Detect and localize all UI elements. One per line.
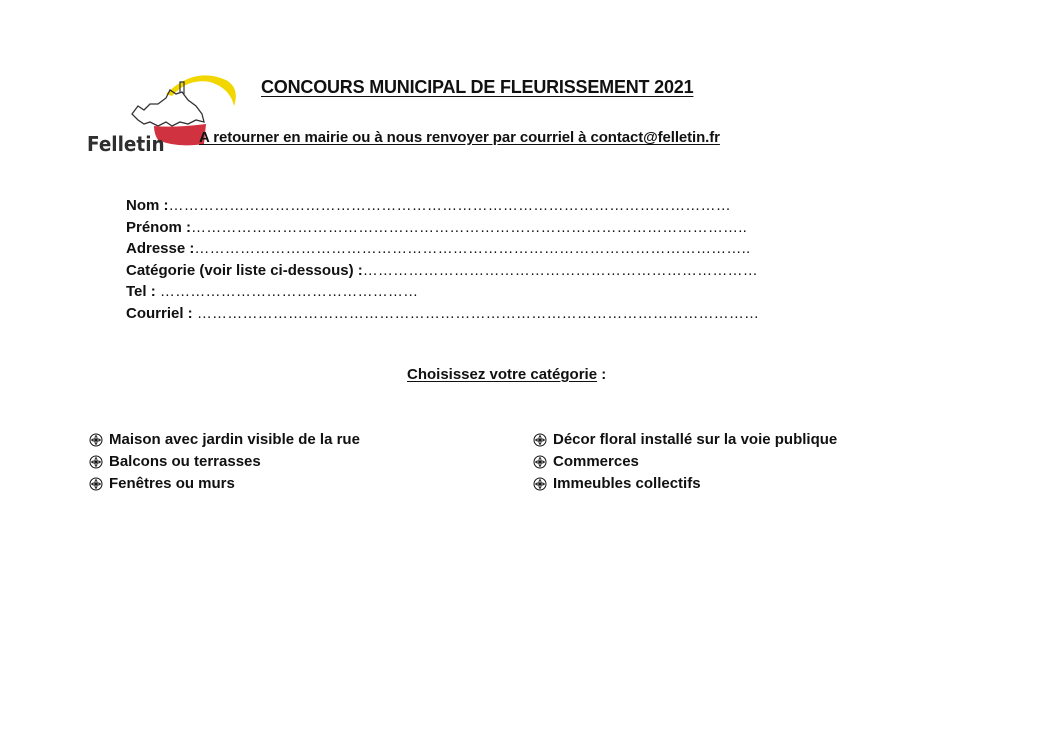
category-label: Immeubles collectifs xyxy=(553,475,701,492)
category-heading-text: Choisissez votre catégorie xyxy=(407,366,598,383)
category-label: Fenêtres ou murs xyxy=(109,475,235,492)
category-heading xyxy=(407,366,606,383)
email-field[interactable] xyxy=(126,303,759,325)
field-label: Courriel : xyxy=(126,304,197,322)
field-label: Adresse : xyxy=(126,240,195,257)
category-label: Commerces xyxy=(553,453,639,470)
category-label: Décor floral installé sur la voie publique xyxy=(553,431,838,448)
flower-bullet-icon xyxy=(89,433,103,447)
flower-bullet-icon xyxy=(533,433,547,447)
category-list-left xyxy=(89,429,360,495)
felletin-logo xyxy=(84,70,244,160)
field-label: Nom : xyxy=(126,197,169,214)
flower-bullet-icon xyxy=(89,477,103,491)
name-field[interactable] xyxy=(126,195,759,217)
entry-form-fields xyxy=(126,195,759,324)
category-label: Maison avec jardin visible de la rue xyxy=(109,431,360,448)
field-dots: ……………………………………………………………………………………………….. xyxy=(191,218,747,236)
category-option[interactable] xyxy=(89,473,360,495)
return-instructions: A retourner en mairie ou à nous renvoyer par courriel à contact@felletin.fr xyxy=(199,129,720,146)
logo-text: Felletin xyxy=(87,132,165,156)
document-title: CONCOURS MUNICIPAL DE FLEURISSEMENT 2021 xyxy=(261,77,694,97)
field-label: Tel : xyxy=(126,283,160,300)
category-option[interactable] xyxy=(89,429,360,451)
field-dots: …………………………………………………………………… xyxy=(362,261,758,279)
field-label: Catégorie (voir liste ci-dessous) : xyxy=(126,261,363,279)
flower-bullet-icon xyxy=(89,455,103,469)
field-dots: ……………………………………………………………………………………………….. xyxy=(194,240,751,257)
field-dots: ………………………………………………………………………………………………… xyxy=(168,197,731,214)
field-dots: …………………………………………… xyxy=(159,283,419,300)
category-option[interactable] xyxy=(533,451,837,473)
firstname-field[interactable] xyxy=(126,217,759,239)
category-option[interactable] xyxy=(533,473,837,495)
category-option[interactable] xyxy=(89,451,360,473)
flower-bullet-icon xyxy=(533,477,547,491)
address-field[interactable] xyxy=(126,238,759,260)
field-dots: ………………………………………………………………………………………………… xyxy=(196,304,760,322)
flower-bullet-icon xyxy=(533,455,547,469)
category-field[interactable] xyxy=(126,260,759,282)
category-label: Balcons ou terrasses xyxy=(109,453,261,470)
phone-field[interactable] xyxy=(126,281,759,303)
category-option[interactable] xyxy=(533,429,837,451)
field-label: Prénom : xyxy=(126,218,192,236)
category-list-right xyxy=(533,429,837,495)
category-heading-suffix: : xyxy=(597,366,607,383)
